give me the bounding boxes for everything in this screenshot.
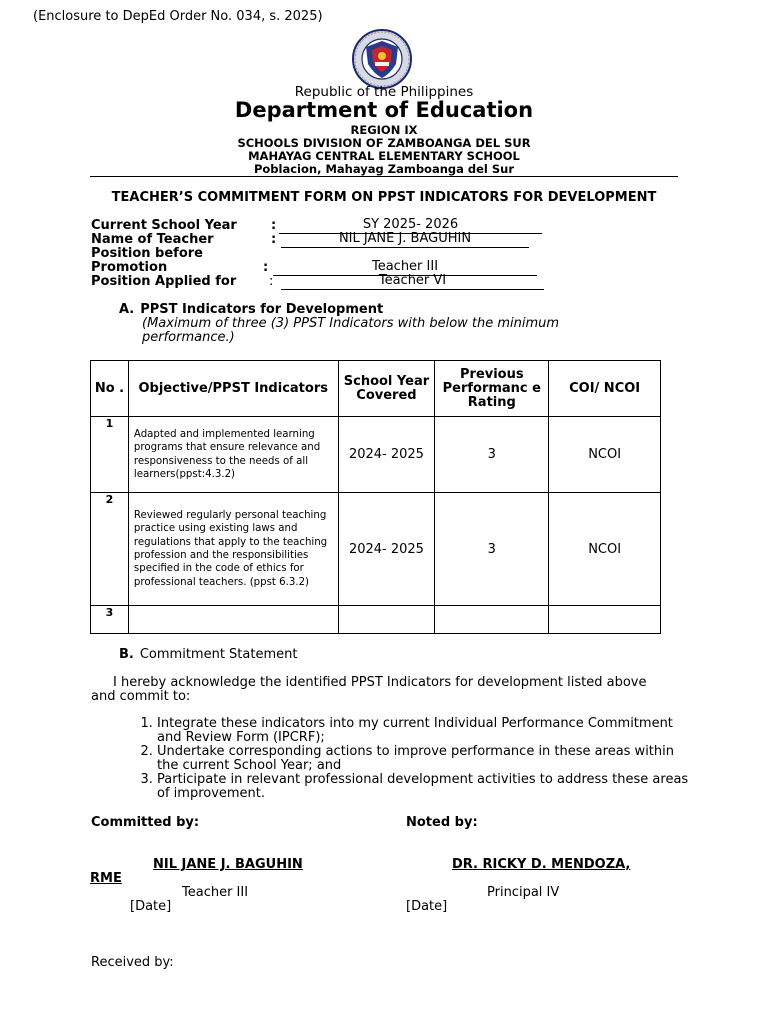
form-title: TEACHER’S COMMITMENT FORM ON PPST INDICATORS FOR DEVELOPMENT	[111, 190, 657, 205]
principal-suffix: RME	[90, 871, 122, 886]
section-a-title: PPST Indicators for Development	[140, 302, 384, 317]
deped-seal-icon	[342, 28, 422, 90]
row-rating	[435, 606, 549, 634]
position-label-2: Promotion	[91, 260, 168, 275]
date-left: [Date]	[130, 899, 172, 914]
teacher-name-value: NIL JANE J. BAGUHIN	[281, 232, 529, 248]
teacher-signature-name: NIL JANE J. BAGUHIN	[153, 857, 303, 872]
header-rating: Previous Performanc e Rating	[435, 361, 549, 417]
ppst-table	[90, 360, 661, 634]
address-line: Poblacion, Mahayag Zamboanga del Sur	[253, 162, 515, 176]
header-no: No .	[91, 361, 129, 417]
section-b-letter: B.	[119, 647, 134, 662]
applied-value: Teacher VI	[281, 274, 544, 290]
principal-title: Principal IV	[487, 885, 560, 900]
row-rating: 3	[435, 493, 549, 606]
row-school-year: 2024- 2025	[338, 417, 435, 493]
section-b-heading	[119, 647, 297, 662]
position-value: Teacher III	[273, 260, 537, 276]
list-item: 2. Undertake corresponding actions to improve performance in these areas within the current School Year; and	[157, 745, 697, 773]
commitment-list	[134, 717, 697, 801]
table-row	[91, 493, 661, 606]
row-school-year	[338, 606, 435, 634]
row-objective: Reviewed regularly personal teaching practice using existing laws and regulations that apply to the teaching profession and the responsibilities specified in the code of ethics for professional teachers. (ppst 6.3.2)	[128, 493, 338, 606]
position-label-1: Position before	[91, 246, 203, 261]
section-a-letter: A.	[119, 302, 135, 317]
division-line: SCHOOLS DIVISION OF ZAMBOANGA DEL SUR	[237, 136, 531, 150]
colon: :	[263, 260, 269, 275]
section-b-title: Commitment Statement	[139, 647, 298, 662]
colon: :	[269, 274, 274, 289]
school-year-value: SY 2025- 2026	[279, 218, 542, 234]
department-title: Department of Education	[234, 98, 534, 122]
commitment-paragraph: I hereby acknowledge the identified PPST Indicators for development listed above and commit to:	[91, 675, 647, 704]
table-row	[91, 606, 661, 634]
header-school-year: School Year Covered	[338, 361, 435, 417]
header-divider	[90, 176, 678, 177]
date-right: [Date]	[406, 899, 448, 914]
row-objective	[128, 606, 338, 634]
list-item: 1. Integrate these indicators into my current Individual Performance Commitment and Review Form (IPCRF);	[157, 717, 697, 745]
enclosure-note: (Enclosure to DepEd Order No. 034, s. 2025)	[33, 9, 323, 24]
applied-label: Position Applied for	[91, 274, 237, 289]
header-objective: Objective/PPST Indicators	[128, 361, 338, 417]
teacher-title: Teacher III	[182, 885, 249, 900]
colon: :	[271, 218, 277, 233]
row-objective: Adapted and implemented learning programs that ensure relevance and responsiveness to the needs of all learners(ppst:4.3.2)	[128, 417, 338, 493]
header-coi: COI/ NCOI	[549, 361, 661, 417]
republic-line: Republic of the Philippines	[294, 84, 474, 100]
region-line: REGION IX	[350, 123, 418, 137]
school-line: MAHAYAG CENTRAL ELEMENTARY SCHOOL	[248, 149, 520, 163]
row-rating: 3	[435, 417, 549, 493]
received-by-label: Received by:	[91, 955, 174, 970]
row-school-year: 2024- 2025	[338, 493, 435, 606]
row-number: 2	[91, 493, 129, 606]
row-coi: NCOI	[549, 417, 661, 493]
table-header-row	[91, 361, 661, 417]
noted-by-label: Noted by:	[406, 815, 478, 830]
teacher-name-label: Name of Teacher	[91, 232, 214, 247]
section-a-subtitle: (Maximum of three (3) PPST Indicators with below the minimum performance.)	[142, 316, 560, 345]
list-item: 3. Participate in relevant professional development activities to address these areas of improvement.	[157, 773, 697, 801]
row-number: 1	[91, 417, 129, 493]
row-number: 3	[91, 606, 129, 634]
row-coi	[549, 606, 661, 634]
section-a-heading	[119, 302, 389, 317]
principal-signature-name: DR. RICKY D. MENDOZA,	[452, 857, 631, 872]
committed-by-label: Committed by:	[91, 815, 200, 830]
school-year-label: Current School Year	[91, 218, 237, 233]
table-row	[91, 417, 661, 493]
row-coi: NCOI	[549, 493, 661, 606]
colon: :	[271, 232, 277, 247]
